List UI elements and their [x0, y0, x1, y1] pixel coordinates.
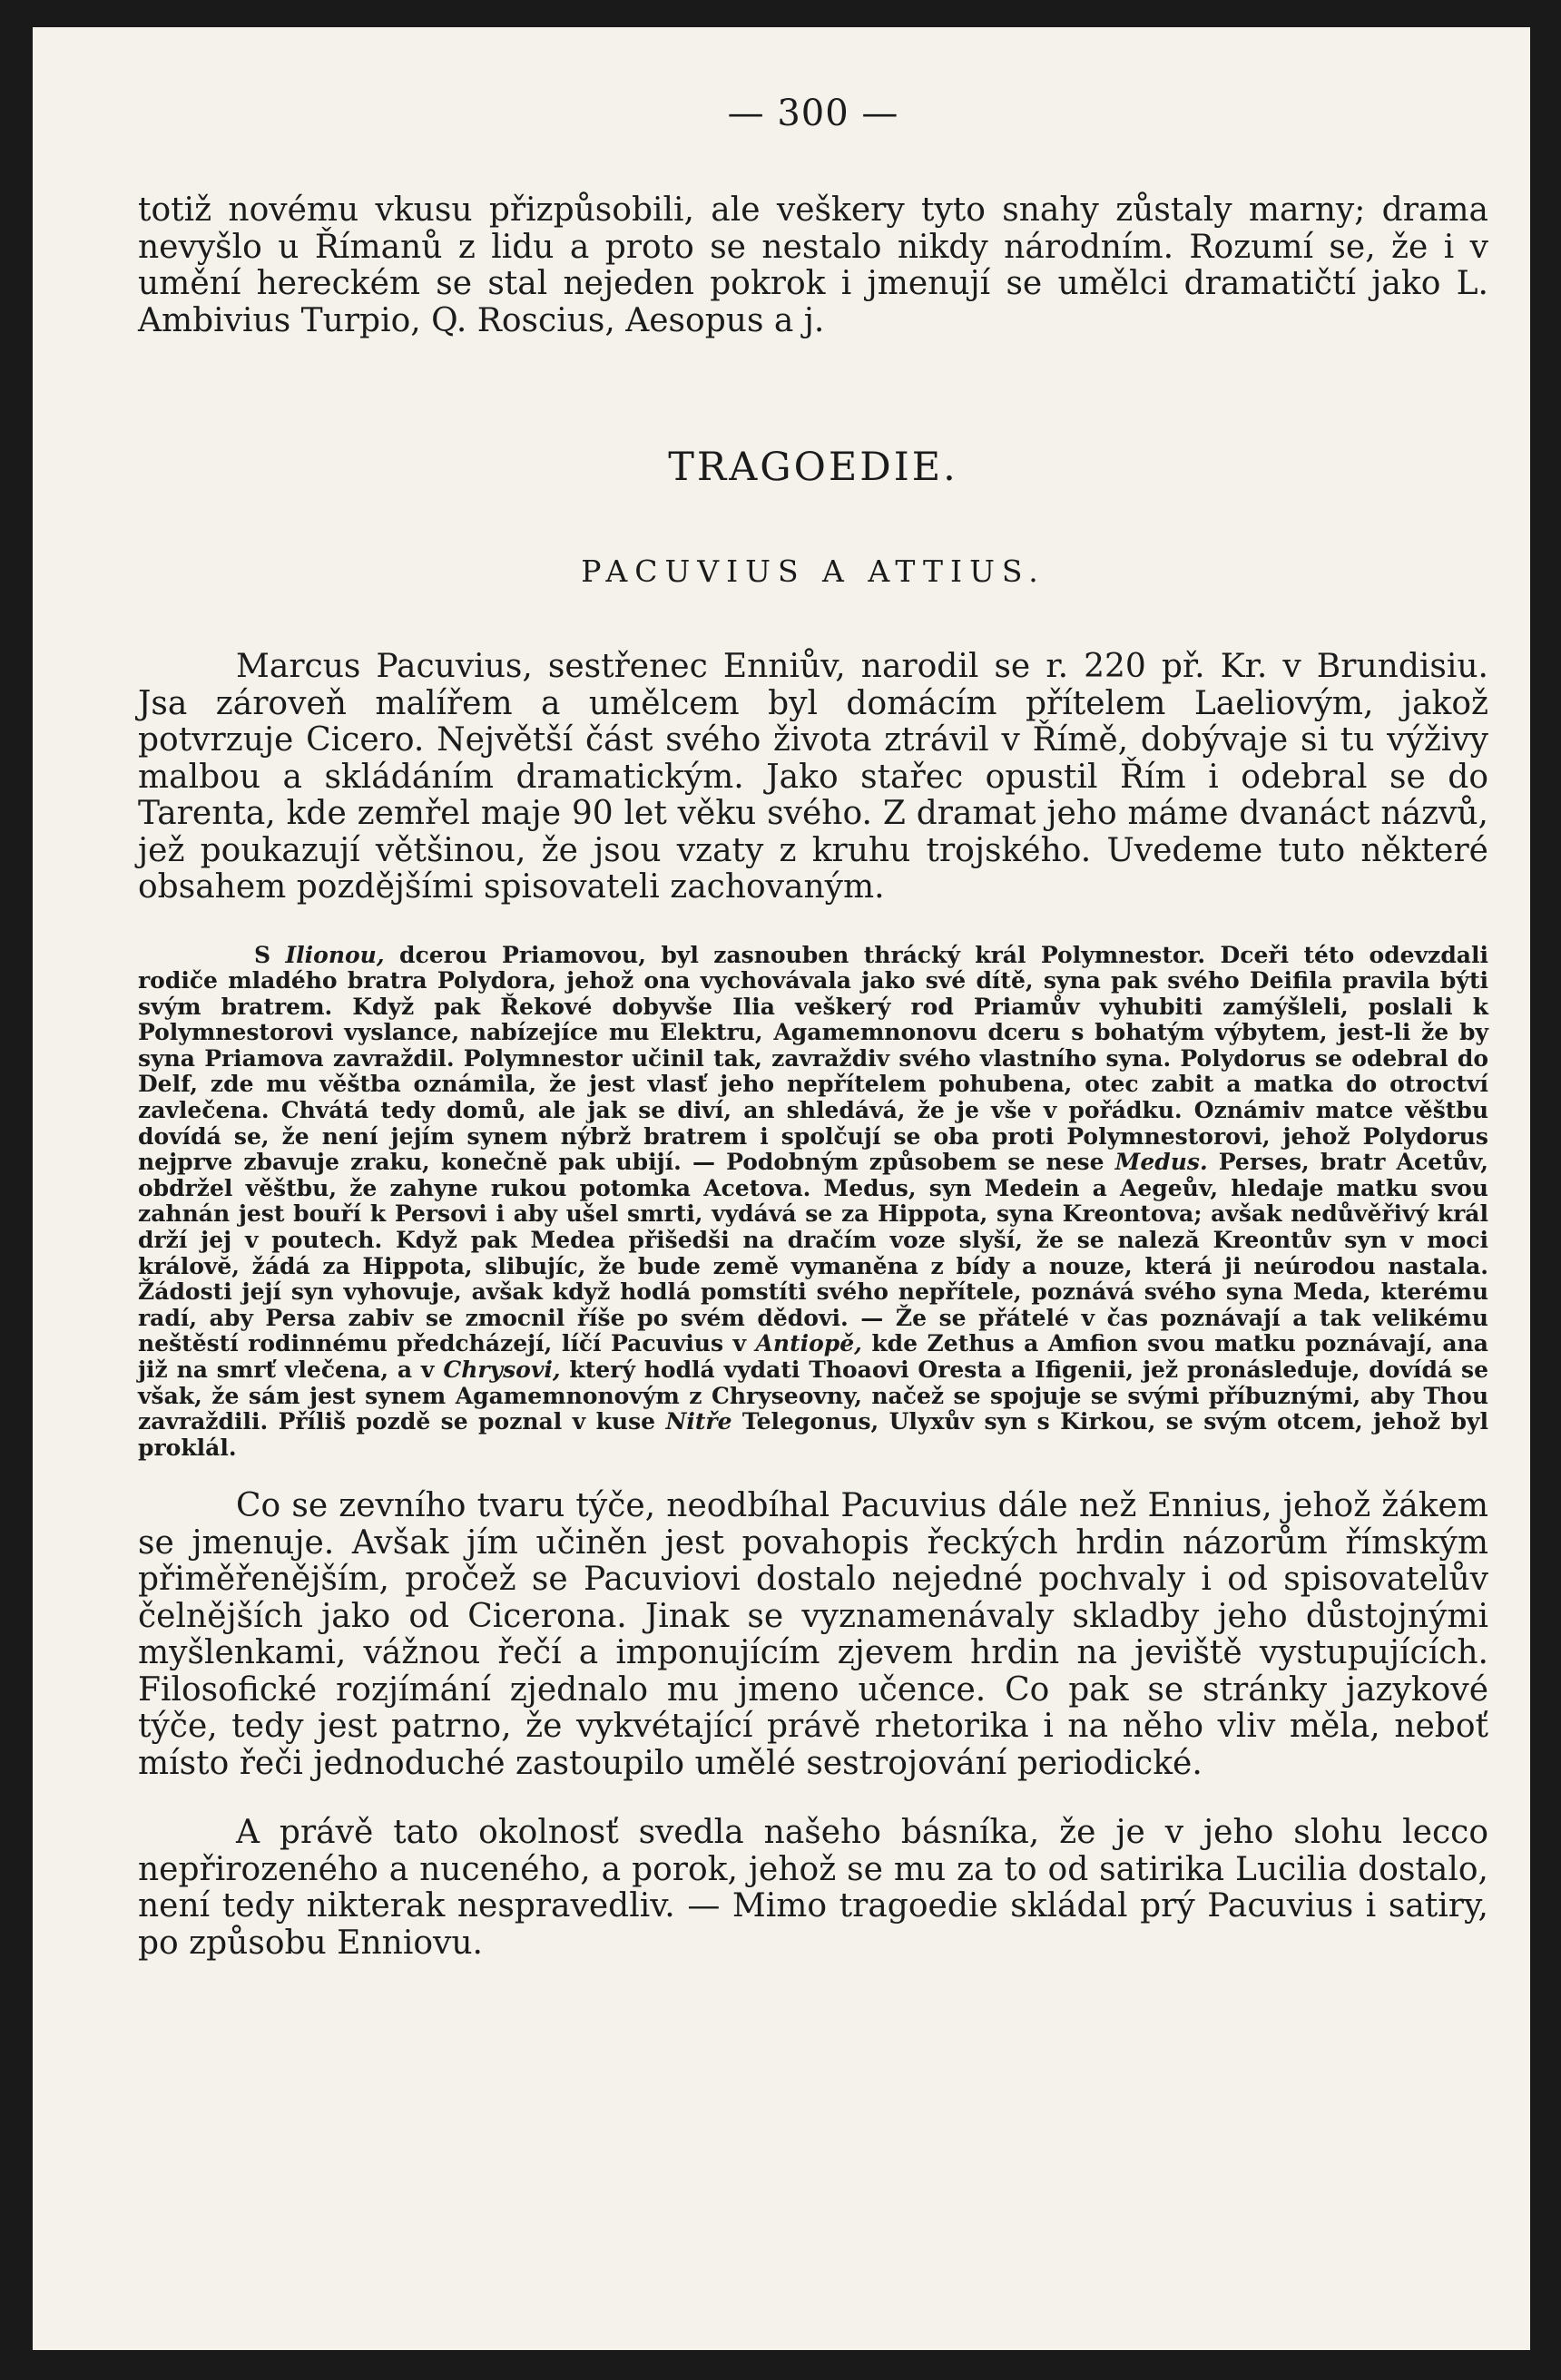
- page-sheet: [33, 27, 1530, 2350]
- page-number: — 300 —: [727, 93, 899, 134]
- page-content: [138, 93, 1488, 1962]
- work-title-chrysos: Chrysovi,: [443, 1357, 561, 1383]
- paragraph-pacuvius-bio: Marcus Pacuvius, sestřenec Enniův, narodil se r. 220 př. Kr. v Brundisiu. Jsa zároveň malířem a umělcem byl domácím přítelem Laeliovým, jakož potvrzuje Cicero. Největší část svého života ztrávil v Římě, dobývaje si tu výživy malbou a skládáním dramatickým. Jako stařec opustil Řím i odebral se do Tarenta, kde zemřel maje 90 let věku svého. Z dramat jeho máme dvanáct názvů, jež poukazují většinou, že jsou vzaty z kruhu trojského. Uvedeme tuto některé obsahem pozdějšími spisovateli zachovaným.: [138, 648, 1488, 906]
- work-title-antiope: Antiopě,: [755, 1330, 862, 1357]
- summary-text-3: Perses, bratr Acetův, obdržel věštbu, že zahyne rukou potomka Acetova. Medus, syn Medein a Aegeův, hledaje matku svou zahnán jest bouří k Persovi i aby ušel smrti, vydává se za Hippota, syna Kreontova; avšak nedůvěřivý král drží jej v poutech. Když pak Medea přišedši na dračím voze slyší, že se naleză Kreontův syn v moci královĕ, žádá za Hippota, slibujíc, že bude země vymaněna z bídy a nouze, která ji neúrodou nastala. Žádosti její syn vyhovuje, avšak když hodlá pomstíti svého nepřítele, poznává svého syna Meda, kterému radí, aby Persa zabiv se zmocnil říše po svém dědovi. — Že se přátelé v čas poznávají a tak velikému neštěstí rodinnému předcházejí, líčí Pacuvius v: [138, 1149, 1488, 1357]
- subsection-title: PACUVIUS A ATTIUS.: [581, 553, 1046, 589]
- summary-of-plays: [138, 943, 1488, 1462]
- summary-text-6: Telegonus, Ulyxův syn s Kirkou, se svým otcem, jehož byl proklál.: [138, 1408, 1489, 1461]
- section-title: TRAGOEDIE.: [668, 445, 958, 490]
- intro-paragraph: totiž novému vkusu přizpůsobili, ale veškery tyto snahy zůstaly marny; drama nevyšlo u Římanů z lidu a proto se nestalo nikdy národním. Rozumí se, že i v umění hereckém se stal nejeden pokrok i jmenují se umělci dramatičtí jako L. Ambivius Turpio, Q. Roscius, Aesopus a j.: [138, 191, 1488, 339]
- work-title-iliona: Ilionou,: [285, 941, 385, 968]
- work-title-medus: Medus.: [1114, 1149, 1208, 1176]
- paragraph-criticism: A právě tato okolnosť svedla našeho básníka, že je v jeho slohu lecco nepřirozeného a nuceného, a porok, jehož se mu za to od satirika Lucilia dostalo, není tedy nikterak nespravedliv. — Mimo tragoedie skládal prý Pacuvius i satiry, po způsobu Enniovu.: [138, 1814, 1488, 1962]
- summary-text-4: kde Zethus a Amfion svou matku poznávají, ana již na smrť vlečena, a v: [138, 1330, 1488, 1383]
- paragraph-style: Co se zevního tvaru týče, neodbíhal Pacuvius dále než Ennius, jehož žákem se jmenuje. Avšak jím učiněn jest povahopis řeckých hrdin názorům římským přiměřenějším, pročež se Pacuviovi dostalo nejedné pochvaly i od spisovatelův čelnějších jako od Cicerona. Jinak se vyznamenávaly skladby jeho důstojnými myšlenkami, vážnou řečí a imponujícím zjevem hrdin na jeviště vystupujících. Filosofické rozjímání zjednalo mu jmeno učence. Co pak se stránky jazykové týče, tedy jest patrno, že vykvétající právě rhetorika i na něho vliv měla, neboť místo řeči jednoduché zastoupilo umělé sestrojování periodické.: [138, 1487, 1488, 1782]
- work-title-nitre: Nitře: [665, 1408, 732, 1435]
- summary-text-2: dcerou Priamovou, byl zasnouben thrácký král Polymnestor. Dceři této odevzdali rodiče mladého bratra Polydora, jehož ona vychovávala jako své dítě, syna pak svého Deifila pravila býti svým bratrem. Když pak Řekové dobyvše Ilia veškerý rod Priamův vyhubiti zamýšleli, poslali k Polymnestorovi vyslance, nabízejíce mu Elektru, Agamemnonovu dceru s bohatým výbytem, jest-li že by syna Priamova zavraždil. Polymnestor učinil tak, zavraždiv svého vlastního syna. Polydorus se odebral do Delf, zde mu věštba oznámila, že jest vlasť jeho nepřítelem pohubena, otec zabit a matka do otroctví zavlečena. Chvátá tedy domů, ale jak se diví, an shledává, že je vše v pořádku. Oznámiv matce věštbu dovídá se, že není jejím synem nýbrž bratrem i spolčují se oba proti Polymnestorovi, jehož Polydorus nejprve zbavuje zraku, konečně pak ubijí. — Podobným způsobem se nese: [138, 941, 1488, 1176]
- summary-text-1: S: [254, 941, 286, 968]
- summary-text-5: který hodlá vydati Thoaovi Oresta a Ifigenii, jež pronásleduje, dovídá se však, že sám jest synem Agamemnonovým z Chryseovny, načež se spojuje se svými příbuznými, aby Thou zavraždili. Příliš pozdě se poznal v kuse: [138, 1357, 1488, 1435]
